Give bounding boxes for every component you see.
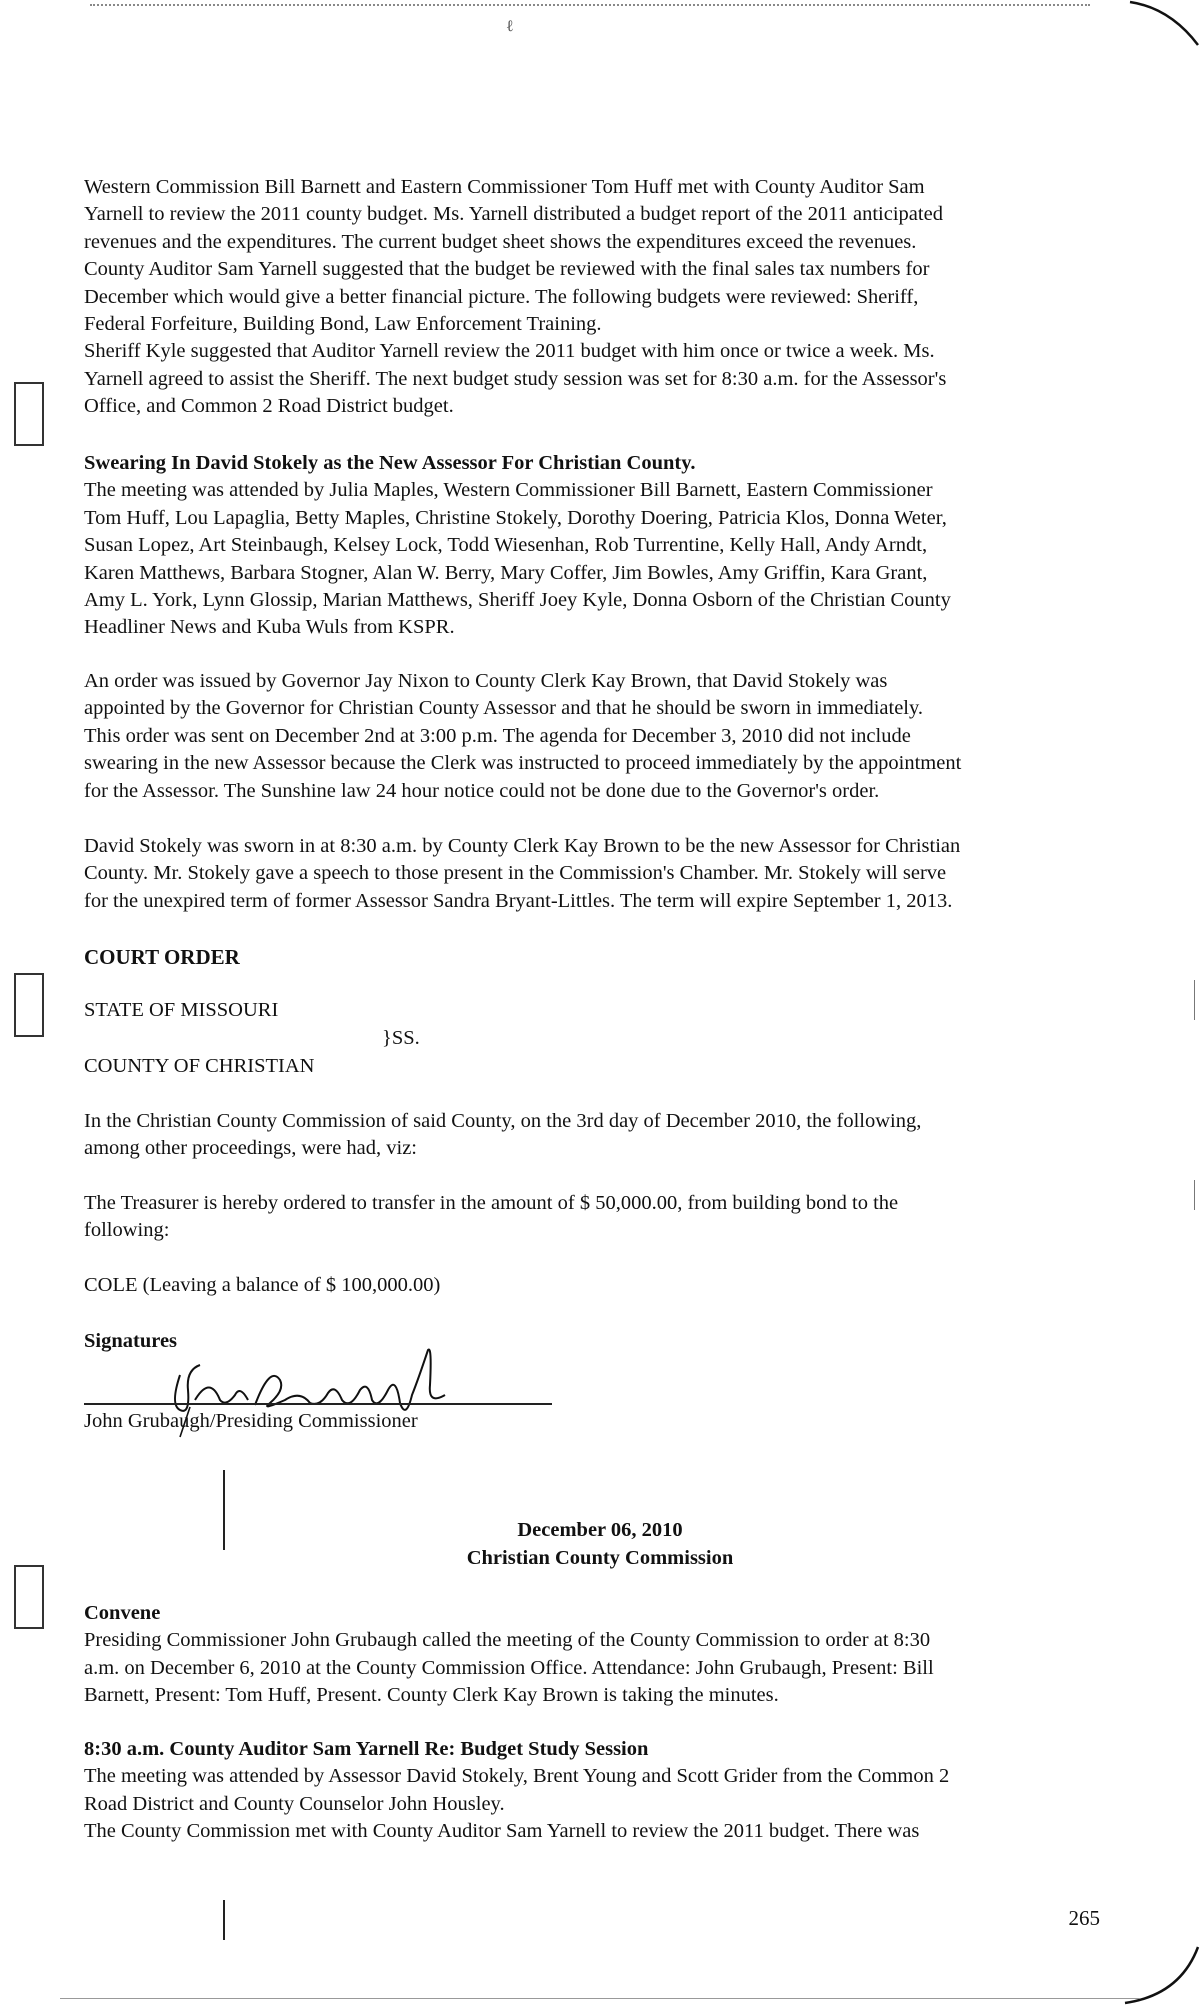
swearing-in-heading: Swearing In David Stokely as the New Assessor For Christian County. <box>84 452 696 474</box>
proceedings-section <box>84 1108 1114 1163</box>
corner-curve-bottom <box>1120 1945 1200 2005</box>
sworn-in-paragraph: David Stokely was sworn in at 8:30 a.m. by County Clerk Kay Brown to be the new Assessor for Christian County. Mr. Stokely gave a speech to those present in the Commission's Chamber. Mr. Stokely will serve for the unexpired term of former Assessor Sandra Bryant-Littles. The term will expire September 1, 2013. <box>84 835 961 912</box>
court-order-heading: COURT ORDER <box>84 945 240 969</box>
signatures-heading: Signatures <box>84 1330 178 1352</box>
date-heading: December 06, 2010 <box>517 1519 683 1541</box>
scan-mark <box>223 1900 225 1940</box>
cole-balance-line: COLE (Leaving a balance of $ 100,000.00) <box>84 1274 441 1296</box>
top-mark: ℓ <box>506 18 514 35</box>
scan-mark <box>1194 980 1195 1020</box>
auditor-paragraph: The meeting was attended by Assessor David Stokely, Brent Young and Scott Grider from the Common 2 Road District and County Counselor John Housley. The County Commission met with County Auditor Sam Yarnell to review the 2011 budget. There was <box>84 1765 950 1843</box>
budget-paragraph: Western Commission Bill Barnett and Eastern Commissioner Tom Huff met with County Auditor Sam Yarnell to review the 2011 county budget. Ms. Yarnell distributed a budget report of the 2011 anticipated revenues and the expenditures. The current budget sheet shows the expenditures exceed the revenues. County Auditor Sam Yarnell suggested that the budget be reviewed with the final sales tax numbers for December which would give a better financial picture. The following budgets were reviewed: Sheriff, Federal Forfeiture, Building Bond, Law Enforcement Training. Sheriff Kyle suggested that Auditor Yarnell review the 2011 budget with him once or twice a week. Ms. Yarnell agreed to assist the Sheriff. The next budget study session was set for 8:30 a.m. for the Assessor's Office, and Common 2 Road District budget. <box>84 176 947 418</box>
attendance-paragraph: The meeting was attended by Julia Maples, Western Commissioner Bill Barnett, Eastern Commissioner Tom Huff, Lou Lapaglia, Betty Maples, Christine Stokely, Dorothy Doering, Patricia Klos, Donna Weter, Susan Lopez, Art Steinbaugh, Kelsey Lock, Todd Wiesenhan, Rob Turrentine, Kelly Hall, Andy Arndt, Karen Matthews, Barbara Stogner, Alan W. Berry, Mary Coffer, Jim Bowles, Amy Griffin, Kara Grant, Amy L. York, Lynn Glossip, Marian Matthews, Sheriff Joey Kyle, Donna Osborn of the Christian County Headliner News and Kuba Wuls from KSPR. <box>84 479 951 639</box>
scan-mark <box>1194 1180 1195 1210</box>
swearing-in-section <box>84 450 1114 642</box>
binder-bracket <box>14 382 44 446</box>
top-scan-dashes <box>90 4 1090 8</box>
auditor-heading: 8:30 a.m. County Auditor Sam Yarnell Re: Budget Study Session <box>84 1738 649 1760</box>
governor-order-paragraph: An order was issued by Governor Jay Nixon to County Clerk Kay Brown, that David Stokely was appointed by the Governor for Christian County Assessor and that he should be sworn in immediately. This order was sent on December 2nd at 3:00 p.m. The agenda for December 3, 2010 did not include swearing in the new Assessor because the Clerk was instructed to proceed immediately by the appointment for the Assessor. The Sunshine law 24 hour notice could not be done due to the Governor's order. <box>84 670 962 802</box>
auditor-section <box>84 1736 1114 1846</box>
binder-bracket <box>14 1565 44 1629</box>
binder-bracket <box>14 973 44 1037</box>
signer-name: John Grubaugh/Presiding Commissioner <box>84 1410 418 1432</box>
convene-section <box>84 1600 1114 1710</box>
convene-heading: Convene <box>84 1602 161 1624</box>
proceedings-paragraph: In the Christian County Commission of said County, on the 3rd day of December 2010, the following, among other proceedings, were had, viz: <box>84 1110 922 1160</box>
corner-curve-top <box>1120 0 1200 60</box>
bottom-scan-line <box>60 1998 1140 1999</box>
treasurer-paragraph: The Treasurer is hereby ordered to transfer in the amount of $ 50,000.00, from building bond to the following: <box>84 1192 899 1242</box>
county-line: COUNTY OF CHRISTIAN <box>84 1055 315 1077</box>
commission-heading: Christian County Commission <box>466 1547 734 1569</box>
ss-mark: }SS. <box>382 1027 420 1049</box>
budget-review-section <box>84 174 1114 421</box>
state-line: STATE OF MISSOURI <box>84 999 279 1021</box>
convene-paragraph: Presiding Commissioner John Grubaugh called the meeting of the County Commission to order at 8:30 a.m. on December 6, 2010 at the County Commission Office. Attendance: John Grubaugh, Present: Bill Barnett, Present: Tom Huff, Present. County Clerk Kay Brown is taking the minutes. <box>84 1629 934 1707</box>
treasurer-section <box>84 1190 1114 1245</box>
sworn-in-section <box>84 833 1114 915</box>
page-number: 265 <box>1068 1906 1100 1930</box>
signature-line <box>84 1403 552 1405</box>
governor-order-section <box>84 668 1114 805</box>
